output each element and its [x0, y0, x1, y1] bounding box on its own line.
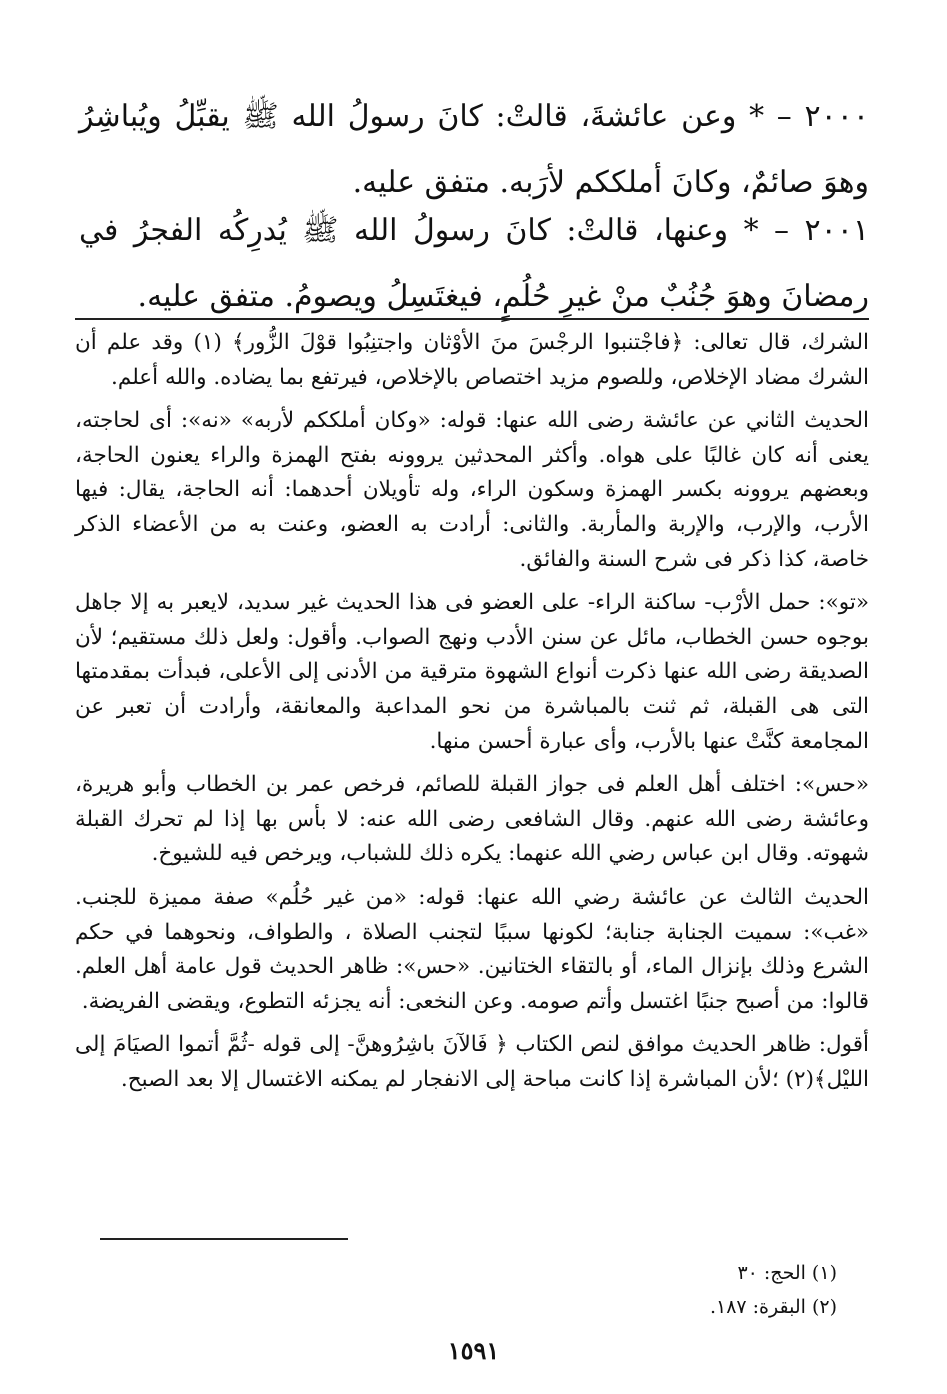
commentary-paragraph: «حس»: اختلف أهل العلم فى جواز القبلة للصائم، فرخص عمر بن الخطاب وأبو هريرة، وعائشة رضى الله عنهم. وقال الشافعى رضى الله عنه: لا بأس بها إذا لم تحرك القبلة شهوته. وقال ابن عباس رضي الله عنهما: يكره ذلك للشباب، ويرخص فيه للشيوخ.: [75, 772, 869, 867]
commentary: [75, 326, 869, 1106]
footnote-1: (١) الحج: ٣٠: [737, 1262, 837, 1284]
commentary-paragraph: أقول: ظاهر الحديث موافق لنص الكتاب ﴿ فَالآنَ باشِرُوهنَّ- إلى قوله -ثُمَّ أتموا الصيَامَ إلى الليْل﴾(٢) ؛لأن المباشرة إذا كانت مباحة إلى الانفجار لم يمكنه الاغتسال إلا بعد الصبح.: [75, 1032, 869, 1092]
commentary-paragraph: الشرك، قال تعالى: ﴿فاجْتنبوا الرجْسَ منَ الأوْثان واجتنِبُوا قوْلَ الزُّور﴾ (١) وقد علم أن الشرك مضاد الإخلاص، وللصوم مزيد اختصاص بالإخلاص، فيرتفع بما يضاده. والله أعلم.: [75, 330, 869, 390]
commentary-paragraph: «تو»: حمل الأرْب- ساكنة الراء- على العضو فى هذا الحديث غير سديد، لايعبر به إلا جاهل بوجوه حسن الخطاب، مائل عن سنن الأدب ونهج الصواب. وأقول: ولعل ذلك مستقيم؛ لأن الصديقة رضى الله عنها ذكرت أنواع الشهوة مترقية من الأدنى إلى الأعلى، فبدأت بمقدمتها التى هى القبلة، ثم ثنت بالمباشرة من نحو المداعبة والمعانقة، وأرادت أن تعبر عن المجامعة كنَّتْ عنها بالأرب، وأى عبارة أحسن منها.: [75, 590, 869, 754]
footnotes: [437, 1256, 837, 1324]
page-number: ١٥٩١: [447, 1336, 500, 1365]
hadith-2000: ٢٠٠٠ – * وعن عائشةَ، قالتْ: كانَ رسولُ الله ﷺ يقبِّلُ ويُباشِرُ وهوَ صائمٌ، وكانَ أملككم لأرَبه. متفق عليه.: [79, 99, 869, 200]
hadith-2001: ٢٠٠١ – * وعنها، قالتْ: كانَ رسولُ الله ﷺ يُدرِكُه الفجرُ في رمضانَ وهوَ جُنُبٌ منْ غيرِ حُلُمٍ، فيغتَسِلُ ويصومُ. متفق عليه.: [79, 213, 869, 314]
footnote-divider: [100, 1238, 348, 1240]
commentary-paragraph: الحديث الثالث عن عائشة رضي الله عنها: قوله: «من غير حُلُم» صفة مميزة للجنب. «غب»: سميت الجنابة جنابة؛ لكونها سببًا لتجنب الصلاة ، والطواف، ونحوهما في حكم الشرع وذلك بإنزال الماء، أو بالتقاء الختانين. «حس»: ظاهر الحديث قول عامة أهل العلم. قالوا: من أصبح جنبًا اغتسل وأتم صومه. وعن النخعى: أنه يجزئه التطوع، ويقضى الفريضة.: [75, 884, 869, 1014]
footnote-2: (٢) البقرة: ١٨٧.: [709, 1296, 837, 1318]
section-divider: [75, 318, 869, 320]
commentary-paragraph: الحديث الثاني عن عائشة رضى الله عنها: قوله: «وكان أملككم لأربه» «نه»: أى لحاجته، يعنى أنه كان غالبًا على هواه. وأكثر المحدثين يروونه بفتح الهمزة والراء يعنون الحاجة، وبعضهم يروونه بكسر الهمزة وسكون الراء، وله تأويلان أحدهما: أنه الحاجة، يقال: فيها الأرب، والإرب، والإربة والمأربة. والثانى: أرادت به العضو، وعنت به من الأعضاء الذكر خاصة، كذا ذكر فى شرح السنة والفائق.: [75, 408, 869, 572]
